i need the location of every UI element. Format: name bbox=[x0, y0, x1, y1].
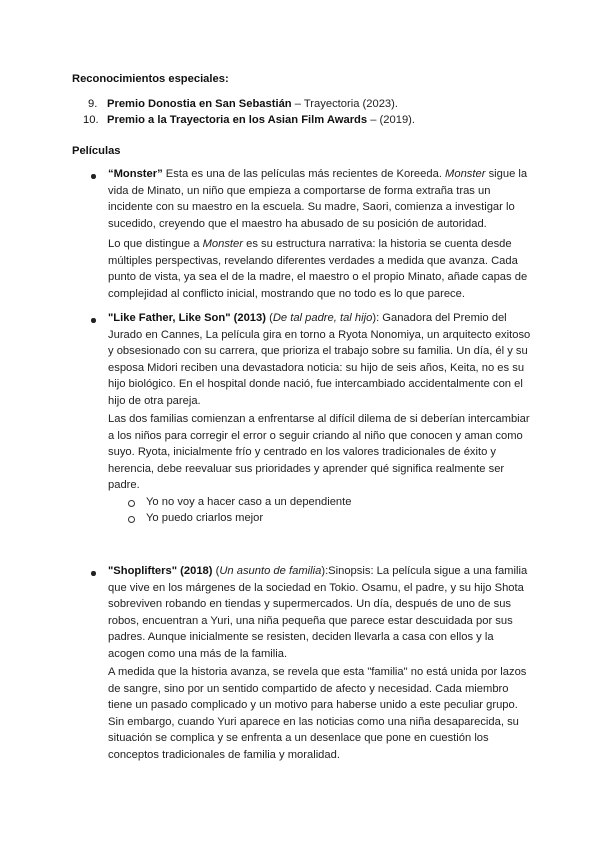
film-shoplifters-paragraph-1 bbox=[108, 563, 533, 663]
awards-heading: Reconocimientos especiales: bbox=[72, 73, 229, 85]
award-item bbox=[107, 112, 415, 129]
bullet-icon bbox=[91, 174, 96, 179]
film-text: : Ganadora del Premio del Jurado en Cannes, La película gira en torno a Ryota Nonomiya, un arquitecto exitoso y obsesionado con su carrera, que prioriza el trabajo sobre su familia. Un día, él y su esposa Midori reciben una devastadora noticia: su hijo de seis años, Keita, no es su hijo biológico. En el hospital donde nació, fue intercambiado accidentalmente con el hijo de otra pareja. bbox=[108, 312, 531, 407]
bullet-icon bbox=[91, 571, 96, 576]
film-text: ) bbox=[321, 565, 326, 577]
award-item bbox=[107, 96, 398, 113]
films-heading: Películas bbox=[72, 145, 121, 157]
film-italic: Monster bbox=[202, 238, 243, 250]
circle-bullet-icon bbox=[128, 516, 135, 523]
award-number: 9. bbox=[88, 98, 98, 110]
bullet-icon bbox=[91, 318, 96, 323]
film-text: ( bbox=[265, 312, 273, 324]
film-like-father-paragraph-1 bbox=[108, 310, 533, 410]
film-italic: Monster bbox=[445, 168, 486, 180]
sublist-item: Yo puedo criarlos mejor bbox=[146, 512, 264, 524]
film-text: sigue la vida de Minato, un niño que empieza a comportarse de forma extraña tras un incidente con su maestro en la escuela. Su madre, Saori, comienza a investigar lo sucedido, creyendo que el maestro ha abusado de su posición de autoridad. bbox=[108, 168, 528, 230]
film-text: es su estructura narrativa: la historia se cuenta desde múltiples perspectivas, revelando diferentes verdades a medida que avanza. Cada punto de vista, ya sea el de la madre, el maestro o el propio Minato, añade capas de complejidad al conflicto inicial, mostrando que no todo es lo que parece. bbox=[108, 238, 528, 300]
film-title: "Like Father, Like Son" (2013) bbox=[108, 312, 266, 324]
film-alt-title: De tal padre, tal hijo bbox=[272, 312, 373, 324]
film-title: "Shoplifters" (2018) bbox=[108, 565, 213, 577]
film-text: Esta es una de las películas más recientes de Koreeda. bbox=[162, 168, 446, 180]
film-text: Lo que distingue a bbox=[108, 238, 203, 250]
award-name: Premio a la Trayectoria en los Asian Film Awards bbox=[107, 114, 368, 126]
award-number: 10. bbox=[83, 114, 99, 126]
film-monster-paragraph-2 bbox=[108, 236, 533, 302]
film-text: ) bbox=[372, 312, 377, 324]
award-detail: – (2019). bbox=[367, 114, 415, 126]
film-alt-title: Un asunto de familia bbox=[219, 565, 322, 577]
film-text: :Sinopsis: La película sigue a una familia que vive en los márgenes de la sociedad en Tokio. Osamu, el padre, y su hijo Shota sobreviven robando en tiendas y supermercados. Un día, después de uno de sus robos, encuentran a Yuri, una niña pequeña que parece estar descuidada por sus padres. Aunque inicialmente se resisten, deciden llevarla a casa con ellos y la acogen como una más de la familia. bbox=[108, 565, 528, 660]
film-text: ( bbox=[212, 565, 220, 577]
film-like-father-paragraph-2: Las dos familias comienzan a enfrentarse al difícil dilema de si deberían intercambiar a los niños para corregir el error o seguir criando al niño que conocen y aman como suyo. Ryota, inicialmente frío y centrado en los valores tradicionales de éxito y herencia, debe reevaluar sus prioridades y aprender qué significa realmente ser padre. bbox=[108, 413, 530, 492]
sublist-item: Yo no voy a hacer caso a un dependiente bbox=[146, 496, 352, 508]
film-title: “Monster” bbox=[108, 168, 163, 180]
award-name: Premio Donostia en San Sebastián bbox=[107, 98, 292, 110]
award-detail: – Trayectoria (2023). bbox=[291, 98, 398, 110]
film-shoplifters-paragraph-2: A medida que la historia avanza, se revela que esta "familia" no está unida por lazos de sangre, sino por un sentido compartido de afecto y necesidad. Cada miembro tiene un pasado complicado y un motivo para haberse unido a este peculiar grupo. Sin embargo, cuando Yuri aparece en las noticias como una niña desaparecida, su situación se complica y se enfrenta a un desenlace que pone en cuestión los conceptos tradicionales de familia y moralidad. bbox=[108, 666, 527, 761]
circle-bullet-icon bbox=[128, 500, 135, 507]
film-monster-paragraph-1 bbox=[108, 166, 533, 232]
